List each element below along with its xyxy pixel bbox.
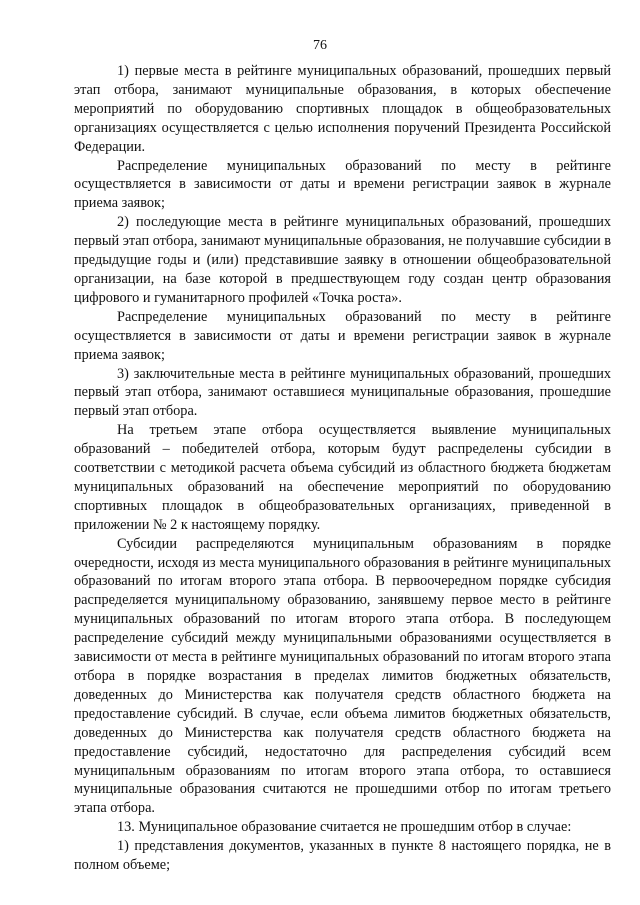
paragraph-clause-13-item-1: 1) представления документов, указанных в пункте 8 настоящего порядка, не в полном объеме; — [74, 838, 611, 874]
paragraph-distribution-by-date-1: Распределение муниципальных образований по месту в рейтинге осуществляется в зависимости от даты и времени регистрации заявок в журнале приема заявок; — [74, 157, 611, 212]
paragraph-third-stage: На третьем этапе отбора осуществляется выявление муниципальных образований – победителей отбора, которым будут распределены субсидии в соответствии с методикой расчета объема субсидий из областного бюджета бюджетам муниципальных образований на обеспечение мероприятий по оборудованию спортивных площадок в общеобразовательных организациях, приведенной в приложении № 2 к настоящему порядку. — [74, 422, 611, 533]
paragraph-clause-13: 13. Муниципальное образование считается не прошедшим отбор в случае: — [117, 819, 572, 836]
document-body — [74, 62, 611, 875]
page-number: 76 — [313, 38, 327, 53]
paragraph-rating-final-places: 3) заключительные места в рейтинге муниципальных образований, прошедших первый этап отбора, занимают оставшиеся муниципальные образования, прошедшие первый этап отбора. — [74, 365, 611, 420]
paragraph-rating-first-places: 1) первые места в рейтинге муниципальных образований, прошедших первый этап отбора, занимают муниципальные образования, в которых обеспечение мероприятий по оборудованию спортивных площадок в общеобразовательных организациях осуществляется с целью исполнения поручений Президента Российской Федерации. — [74, 63, 611, 155]
paragraph-subsidy-distribution: Субсидии распределяются муниципальным образованиям в порядке очередности, исходя из места муниципального образования в рейтинге муниципальных образований по итогам второго этапа отбора. В первоочередном порядке субсидия распределяется муниципальному образованию, занявшему первое место в рейтинге муниципальных образований по итогам второго этапа отбора. В последующем распределение субсидий между муниципальными образованиями осуществляется в зависимости от места в рейтинге муниципальных образований по итогам второго этапа отбора в порядке возрастания в пределах лимитов бюджетных обязательств, доведенных до Министерства как получателя средств областного бюджета на предоставление субсидий. В случае, если объема лимитов бюджетных обязательств, доведенных до Министерства как получателя средств областного бюджета на предоставление субсидий, недостаточно для распределения субсидий всем муниципальным образованиям по итогам второго этапа отбора, то оставшиеся муниципальные образования считаются не прошедшими отбор по итогам третьего этапа отбора. — [74, 535, 611, 817]
paragraph-distribution-by-date-2: Распределение муниципальных образований по месту в рейтинге осуществляется в зависимости от даты и времени регистрации заявок в журнале приема заявок; — [74, 308, 611, 363]
paragraph-rating-subsequent-places: 2) последующие места в рейтинге муниципальных образований, прошедших первый этап отбора, занимают муниципальные образования, не получавшие субсидии в предыдущие годы и (или) представившие заявку в отношении общеобразовательной организации, на базе которой в предшествующем году создан центр образования цифрового и гуманитарного профилей «Точка роста». — [74, 214, 611, 306]
